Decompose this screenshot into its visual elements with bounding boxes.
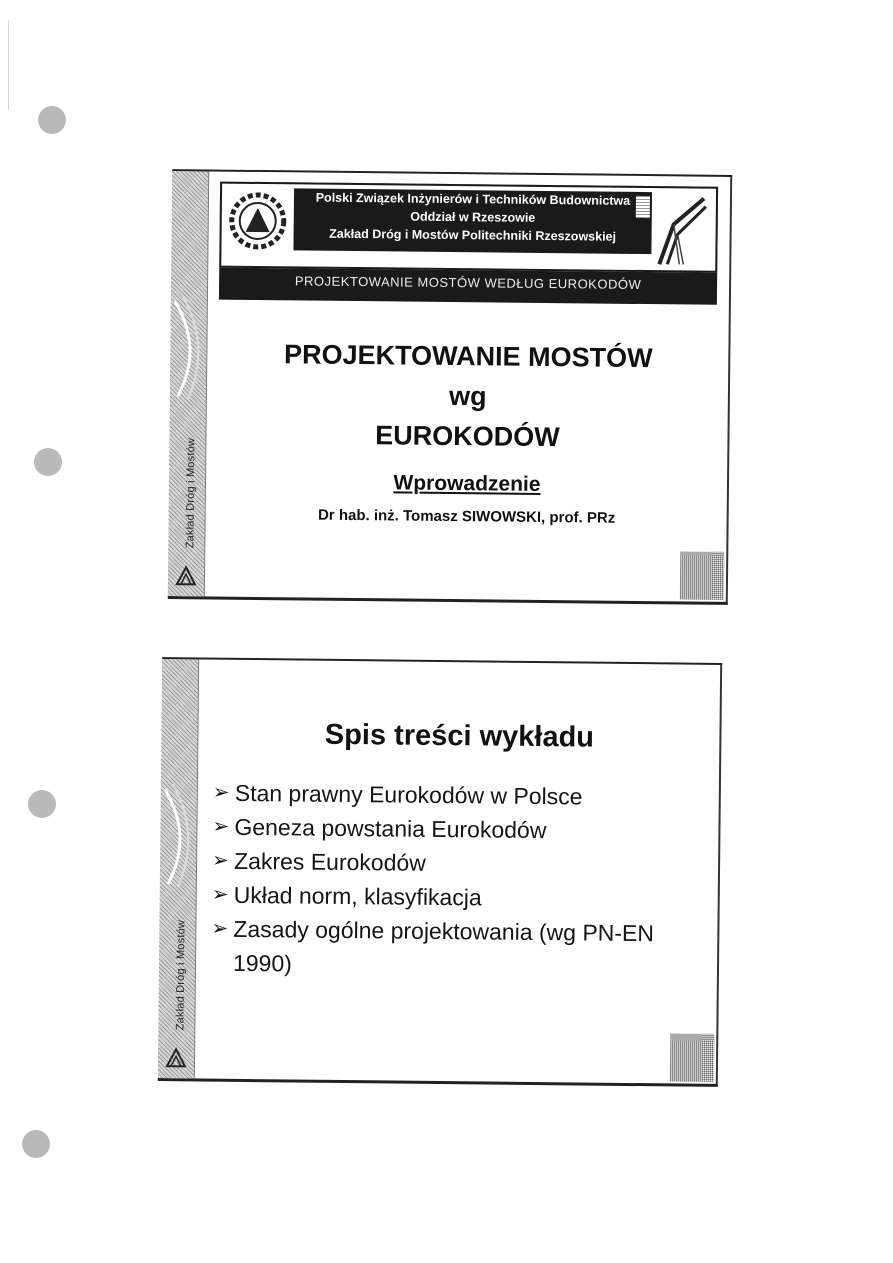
arrow-bullet-icon: ➢: [212, 815, 230, 838]
side-strip-label: Zakład Dróg i Mostów: [184, 437, 198, 549]
title-line: PROJEKTOWANIE MOSTÓW: [283, 339, 653, 374]
org-line: Zakład Dróg i Mostów Politechniki Rzeszowskiej: [329, 226, 617, 244]
corner-pattern: [680, 551, 725, 599]
slide-side-strip: [158, 659, 199, 1078]
slide-subtitle: Wprowadzenie: [393, 471, 541, 496]
arrow-bullet-icon: ➢: [211, 883, 229, 906]
bridge-pylon-icon: [653, 194, 710, 269]
slide-side-strip: [168, 171, 209, 596]
list-item-text: Zakres Eurokodów: [233, 847, 426, 876]
punch-hole: [34, 448, 62, 476]
pziitb-logo-icon: [225, 188, 290, 255]
slide-title: Spis treści wykładu: [324, 718, 595, 754]
bridge-curve-icon: [172, 291, 205, 401]
slide-contents: [158, 657, 722, 1087]
side-strip-label: Zakład Dróg i Mostów: [174, 919, 188, 1031]
slide-title: [168, 169, 732, 605]
list-item: [213, 776, 695, 815]
banner-subtitle: PROJEKTOWANIE MOSTÓW WEDŁUG EUROKODÓW: [294, 273, 642, 292]
list-item: [211, 912, 694, 985]
punch-hole: [28, 790, 56, 818]
list-item: [212, 810, 694, 849]
list-item-text: Zasady ogólne projektowania (wg PN-EN 1990): [232, 915, 655, 977]
page-edge-mark: [8, 20, 9, 110]
punch-hole: [38, 106, 66, 134]
org-line: Polski Związek Inżynierów i Techników Budownictwa: [315, 190, 631, 208]
department-logo-icon: [164, 1046, 188, 1070]
punch-hole: [22, 1130, 50, 1158]
conference-banner: [219, 182, 718, 305]
list-item-text: Układ norm, klasyfikacja: [233, 881, 482, 911]
organization-box: [293, 188, 652, 254]
org-line: Oddział w Rzeszowie: [410, 209, 536, 225]
contents-list: [211, 776, 695, 985]
arrow-bullet-icon: ➢: [211, 917, 229, 940]
title-line: EUROKODÓW: [375, 420, 560, 453]
qr-pattern: [636, 196, 650, 218]
department-logo-icon: [174, 564, 198, 588]
bridge-curve-icon: [162, 779, 195, 889]
arrow-bullet-icon: ➢: [211, 849, 229, 872]
corner-pattern: [670, 1033, 715, 1081]
title-line: wg: [448, 380, 487, 412]
banner-header: [219, 182, 718, 273]
list-item: [212, 844, 694, 883]
arrow-bullet-icon: ➢: [212, 781, 230, 804]
slide-author: Dr hab. inż. Tomasz SIWOWSKI, prof. PRz: [317, 506, 616, 527]
list-item-text: Stan prawny Eurokodów w Polsce: [234, 779, 583, 810]
slide-main-title: [217, 334, 718, 459]
list-item-text: Geneza powstania Eurokodów: [234, 813, 547, 844]
list-item: [212, 878, 694, 917]
